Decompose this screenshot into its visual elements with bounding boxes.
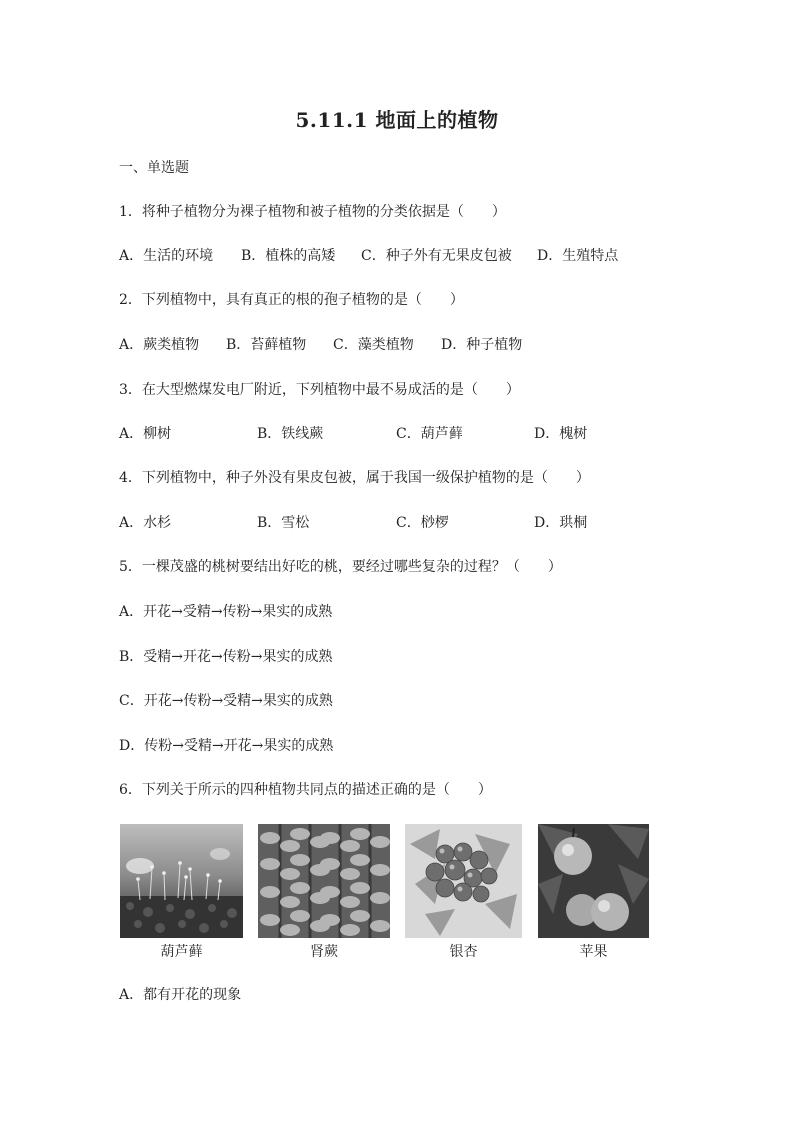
option-d[interactable]: D．珙桐 bbox=[534, 515, 588, 531]
caption-moss: 葫芦藓 bbox=[160, 944, 203, 960]
option-d[interactable]: D．生殖特点 bbox=[537, 248, 619, 264]
option-b[interactable]: B．受精→开花→传粉→果实的成熟 bbox=[119, 649, 333, 665]
ginkgo-photo bbox=[405, 824, 522, 938]
option-d[interactable]: D．槐树 bbox=[534, 426, 588, 442]
question-3: 3．在大型燃煤发电厂附近，下列植物中最不易成活的是（ ） bbox=[119, 382, 520, 398]
option-b[interactable]: B．植株的高矮 bbox=[241, 248, 336, 264]
moss-photo bbox=[120, 824, 243, 938]
caption-ginkgo: 银杏 bbox=[449, 944, 478, 960]
option-c[interactable]: C．开花→传粉→受精→果实的成熟 bbox=[119, 693, 333, 709]
fern-photo bbox=[258, 824, 390, 938]
option-b[interactable]: B．雪松 bbox=[257, 515, 310, 531]
option-c[interactable]: C．藻类植物 bbox=[333, 337, 414, 353]
question-6: 6．下列关于所示的四种植物共同点的描述正确的是（ ） bbox=[119, 782, 492, 798]
option-a[interactable]: A．蕨类植物 bbox=[119, 337, 200, 353]
option-a[interactable]: A．柳树 bbox=[119, 426, 172, 442]
option-a[interactable]: A．生活的环境 bbox=[119, 248, 214, 264]
apple-photo bbox=[538, 824, 649, 938]
option-d[interactable]: D．传粉→受精→开花→果实的成熟 bbox=[119, 738, 334, 754]
caption-apple: 苹果 bbox=[579, 944, 608, 960]
question-4: 4．下列植物中，种子外没有果皮包被，属于我国一级保护植物的是（ ） bbox=[119, 470, 590, 486]
option-a[interactable]: A．都有开花的现象 bbox=[119, 987, 242, 1003]
option-b[interactable]: B．苔藓植物 bbox=[226, 337, 307, 353]
section-heading: 一、单选题 bbox=[119, 160, 189, 176]
question-1-options bbox=[119, 246, 618, 266]
option-a[interactable]: A．开花→受精→传粉→果实的成熟 bbox=[119, 604, 333, 620]
question-2: 2．下列植物中，具有真正的根的孢子植物的是（ ） bbox=[119, 292, 464, 308]
option-a[interactable]: A．水杉 bbox=[119, 515, 172, 531]
question-1: 1．将种子植物分为裸子植物和被子植物的分类依据是（ ） bbox=[119, 204, 506, 220]
option-d[interactable]: D．种子植物 bbox=[441, 337, 523, 353]
question-4-options bbox=[119, 513, 587, 533]
question-5: 5．一棵茂盛的桃树要结出好吃的桃，要经过哪些复杂的过程？（ ） bbox=[119, 559, 562, 575]
option-c[interactable]: C．种子外有无果皮包被 bbox=[361, 248, 512, 264]
question-2-options bbox=[119, 335, 522, 355]
question-3-options bbox=[119, 424, 587, 444]
option-b[interactable]: B．铁线蕨 bbox=[257, 426, 324, 442]
caption-fern: 肾蕨 bbox=[310, 944, 338, 960]
option-c[interactable]: C．桫椤 bbox=[396, 515, 449, 531]
page-title: 5.11.1 地面上的植物 bbox=[295, 108, 499, 132]
option-c[interactable]: C．葫芦藓 bbox=[396, 426, 463, 442]
